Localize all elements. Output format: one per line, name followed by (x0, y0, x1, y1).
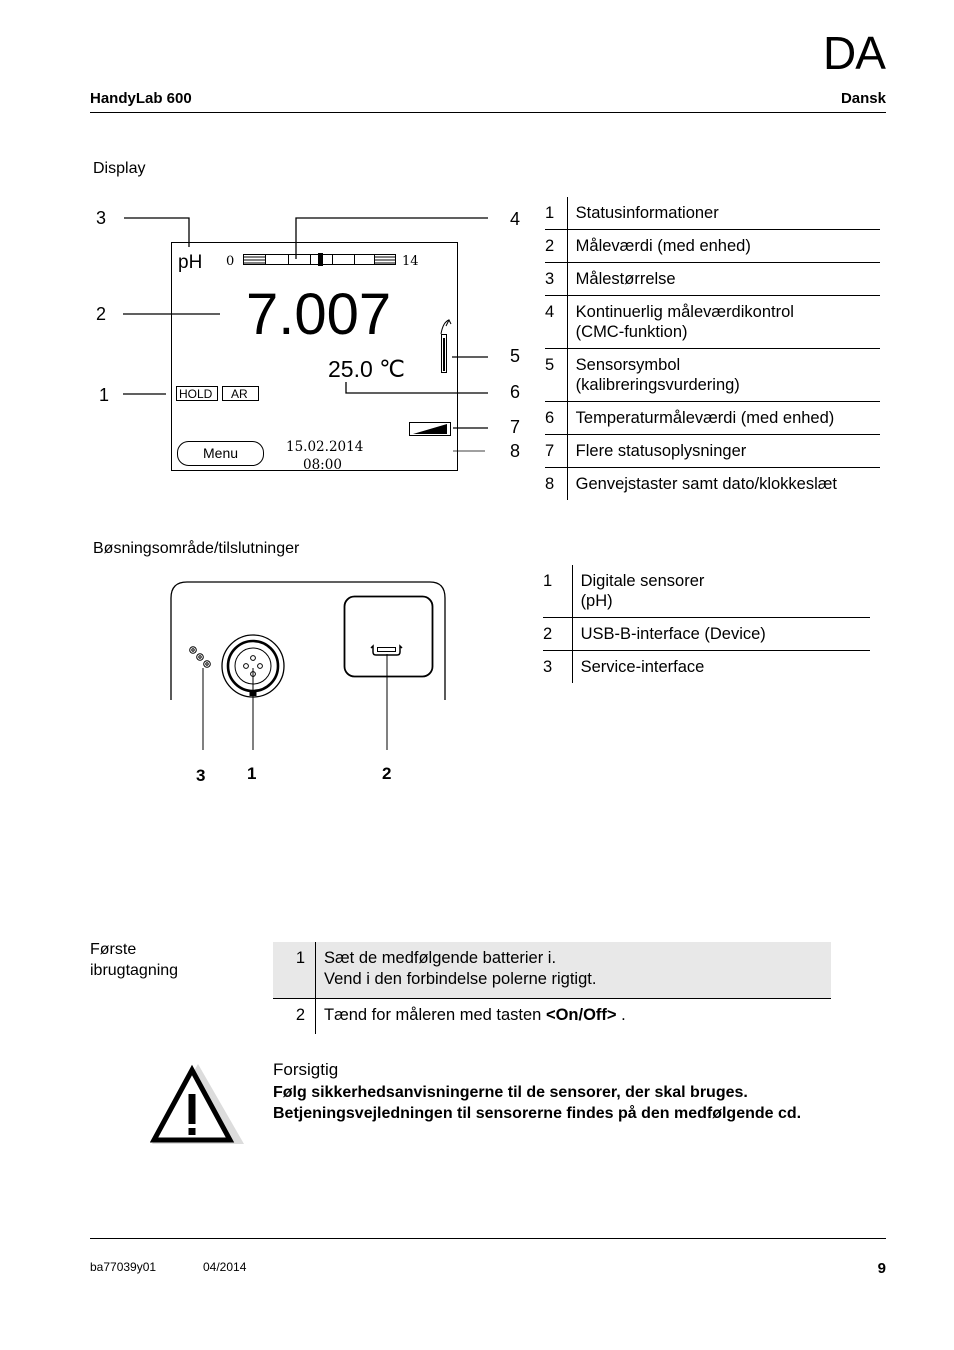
callout-6: 6 (510, 382, 521, 402)
first-use-title: Første ibrugtagning (90, 941, 179, 979)
language-code: DA (823, 27, 885, 79)
callout-1: 1 (99, 385, 110, 405)
legend-row: 3 Service-interface (543, 651, 870, 684)
display-date: 15.02.2014 (286, 439, 364, 455)
callout-7: 7 (510, 417, 521, 437)
display-section-title: Display (93, 160, 146, 177)
device-housing (171, 582, 445, 700)
step-row: 1 Sæt de medfølgende batterier i. Vend i den forbindelse polerne rigtigt. (273, 942, 831, 999)
callout-5: 5 (510, 346, 521, 366)
legend-row: 1 Digitale sensorer (pH) (543, 565, 870, 618)
socket-leaders (203, 654, 387, 750)
document-date: 04/2014 (203, 1260, 247, 1274)
temperature-value: 25.0 ℃ (328, 356, 405, 382)
scale-min-label: 0 (226, 254, 235, 269)
usb-recess (345, 597, 433, 677)
on-off-key: <On/Off> (545, 1006, 617, 1024)
legend-row: 3 Målestørrelse (545, 263, 880, 296)
caution-title: Forsigtig (273, 1060, 339, 1079)
measured-value: 7.007 (246, 282, 392, 347)
display-parameter: pH (178, 252, 203, 273)
display-time: 08:00 (303, 457, 342, 473)
socket-callout-2: 2 (382, 764, 392, 783)
page-number: 9 (877, 1260, 886, 1277)
legend-row: 2 Måleværdi (med enhed) (545, 230, 880, 263)
caution-text: Følg sikkerhedsanvisningerne til de sensorer, der skal bruges. Betjeningsvejledningen til sensorerne findes på den medfølgende cd. (273, 1084, 802, 1122)
socket-callout-3: 3 (196, 766, 206, 785)
ar-label: AR (231, 387, 248, 401)
callout-4: 4 (510, 209, 521, 229)
display-screen-frame (172, 243, 458, 471)
scale-max-label: 14 (402, 254, 419, 269)
socket-callout-1: 1 (247, 764, 257, 783)
legend-row: 4 Kontinuerlig måleværdikontrol (CMC-funktion) (545, 296, 880, 349)
battery-icon (410, 423, 451, 436)
sensor-icon (441, 320, 451, 373)
legend-row: 5 Sensorsymbol (kalibreringsvurdering) (545, 349, 880, 402)
footer-rule (90, 1238, 886, 1239)
legend-row: 8 Genvejstaster samt dato/klokkeslæt (545, 468, 880, 501)
warning-icon (150, 1062, 245, 1147)
sockets-legend-table (543, 565, 870, 683)
callout-2: 2 (96, 304, 107, 324)
sockets-section-title: Bøsningsområde/tilslutninger (93, 540, 300, 557)
callout-3: 3 (96, 208, 107, 228)
display-legend-table (545, 197, 880, 500)
service-interface-icon (190, 647, 211, 668)
first-use-steps-table (273, 942, 831, 1034)
cmc-indicator (318, 253, 323, 266)
product-name: HandyLab 600 (90, 90, 192, 107)
language-name: Dansk (840, 90, 886, 107)
menu-label: Menu (203, 445, 239, 461)
legend-row: 2 USB-B-interface (Device) (543, 618, 870, 651)
hold-label: HOLD (179, 387, 213, 401)
legend-row: 1 Statusinformationer (545, 197, 880, 230)
legend-row: 7 Flere statusoplysninger (545, 435, 880, 468)
usb-port-icon (371, 646, 402, 655)
document-id: ba77039y01 (90, 1260, 157, 1274)
step-row: 2 Tænd for måleren med tasten <On/Off> . (273, 999, 831, 1035)
legend-row: 6 Temperaturmåleværdi (med enhed) (545, 402, 880, 435)
callout-8: 8 (510, 441, 521, 461)
